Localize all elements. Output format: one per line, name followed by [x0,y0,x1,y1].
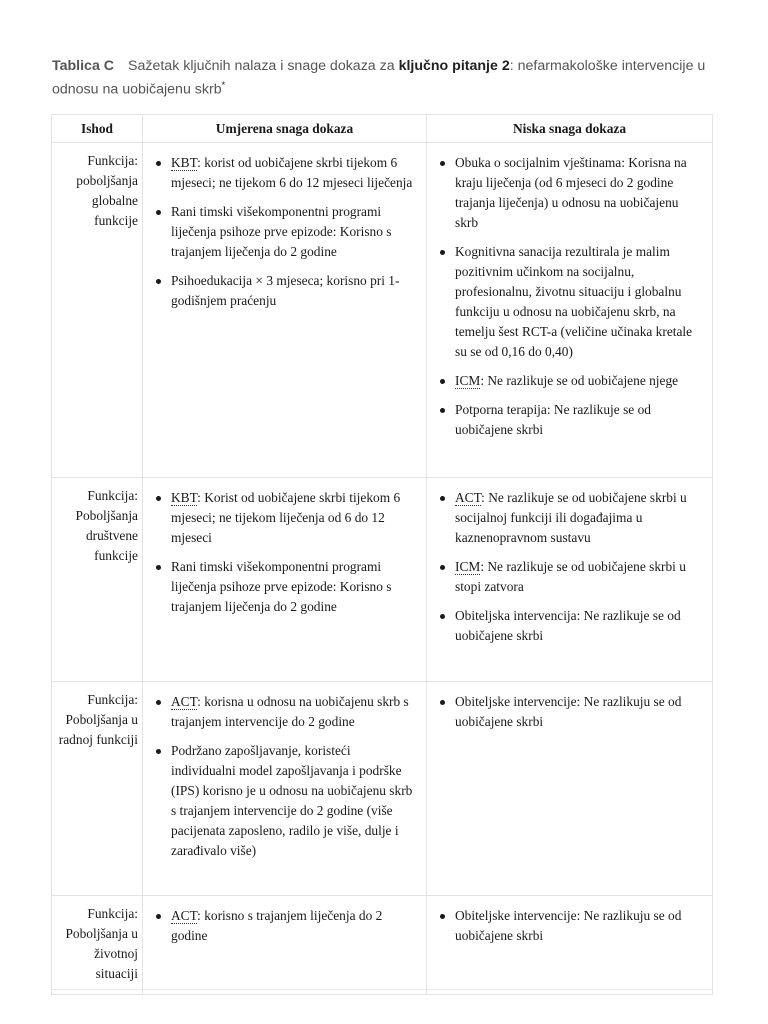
caption-text-before: Sažetak ključnih nalaza i snage dokaza za [128,58,399,74]
findings-table [51,114,713,995]
header-moderate-evidence: Umjerena snaga dokaza [143,115,427,143]
finding-text: Obiteljska intervencija: Ne razlikuje se od uobičajene skrbi [455,608,681,643]
table-label: Tablica C [52,58,115,74]
list-item [455,906,704,946]
outcome-line: globalne [91,193,138,208]
outcome-line: situaciji [95,966,138,981]
abbreviation[interactable]: KBT [171,490,198,505]
moderate-evidence-cell [143,896,427,995]
finding-text: : Ne razlikuje se od uobičajene skrbi u socijalnoj funkciji ili događajima u kaznenopravnom sustavu [455,490,687,545]
list-item [171,906,418,946]
list-item [171,692,418,732]
finding-text: Rani timski višekomponentni programi liječenja psihoze prve epizode: Korisno s trajanjem liječenja do 2 godine [171,204,392,259]
key-question-label: ključno pitanje 2 [398,58,510,74]
abbreviation[interactable]: KBT [171,155,198,170]
header-low-evidence: Niska snaga dokaza [427,115,713,143]
finding-text: Kognitivna sanacija rezultirala je malim pozitivnim učinkom na socijalnu, profesionalnu, životnu situaciju i globalnu funkciju u odnosu na uobičajenu skrb, na temelju šest RCT-a (veličine učinaka kretale su se od 0,16 do 0,40) [455,244,693,359]
list-item [455,488,704,548]
low-evidence-cell [427,143,713,478]
footer-divider [52,989,712,990]
table-row [52,896,713,995]
finding-text: : korisna u odnosu na uobičajenu skrb s trajanjem intervencije do 2 godine [171,694,409,729]
outcome-line: Funkcija: [87,906,138,921]
moderate-evidence-cell [143,682,427,896]
finding-text: Rani timski višekomponentni programi liječenja psihoze prve epizode: Korisno s trajanjem liječenja do 2 godine [171,559,392,614]
outcome-cell [52,896,143,995]
finding-text: Potporna terapija: Ne razlikuje se od uobičajene skrbi [455,402,651,437]
finding-text: Obiteljske intervencije: Ne razlikuju se od uobičajene skrbi [455,694,682,729]
outcome-line: funkcije [94,548,138,563]
list-item [171,741,418,861]
outcome-line: poboljšanja [76,173,138,188]
moderate-evidence-cell [143,478,427,682]
outcome-line: radnoj funkciji [58,732,138,747]
finding-text: : Ne razlikuje se od uobičajene skrbi u stopi zatvora [455,559,686,594]
list-item [455,371,704,391]
outcome-line: Funkcija: [87,488,138,503]
finding-text: Obuka o socijalnim vještinama: Korisna na kraju liječenja (od 6 mjeseci do 2 godine trajanja liječenja) u odnosu na uobičajenu skrb [455,155,687,230]
list-item [171,557,418,617]
low-evidence-cell [427,896,713,995]
outcome-line: Poboljšanja [75,508,138,523]
outcome-line: Poboljšanja u [65,926,138,941]
abbreviation[interactable]: ACT [171,694,198,709]
outcome-cell [52,143,143,478]
list-item [455,692,704,732]
finding-text: Psihoedukacija × 3 mjeseca; korisno pri 1-godišnjem praćenju [171,273,400,308]
abbreviation[interactable]: ICM [455,373,481,388]
finding-text: Obiteljske intervencije: Ne razlikuju se od uobičajene skrbi [455,908,682,943]
abbreviation[interactable]: ACT [455,490,482,505]
outcome-line: funkcije [94,213,138,228]
list-item [455,153,704,233]
outcome-line: Funkcija: [87,692,138,707]
table-row [52,682,713,896]
list-item [455,400,704,440]
moderate-evidence-cell [143,143,427,478]
abbreviation[interactable]: ACT [171,908,198,923]
footnote-marker: * [221,80,226,90]
list-item [171,153,418,193]
table-header-row [52,115,713,143]
outcome-cell [52,682,143,896]
list-item [455,242,704,362]
outcome-cell [52,478,143,682]
finding-text: : Korist od uobičajene skrbi tijekom 6 mjeseci; ne tijekom liječenja od 6 do 12 mjeseci [171,490,401,545]
outcome-line: Funkcija: [87,153,138,168]
finding-text: : korisno s trajanjem liječenja do 2 godine [171,908,383,943]
table-row [52,478,713,682]
finding-text: : korist od uobičajene skrbi tijekom 6 mjeseci; ne tijekom 6 do 12 mjeseci liječenja [171,155,413,190]
low-evidence-cell [427,682,713,896]
outcome-line: životnoj [94,946,138,961]
list-item [455,606,704,646]
list-item [171,271,418,311]
low-evidence-cell [427,478,713,682]
outcome-line: društvene [85,528,138,543]
finding-text: Podržano zapošljavanje, koristeći individualni model zapošljavanja i podrške (IPS) korisno je u odnosu na uobičajenu skrb s trajanjem intervencije do 2 godine (više pacijenata zaposleno, radilo je više, dulje i zarađivalo više) [171,743,413,858]
header-outcome: Ishod [52,115,143,143]
outcome-line: Poboljšanja u [65,712,138,727]
finding-text: : Ne razlikuje se od uobičajene njege [480,373,679,388]
caption-text-after: : nefarmakološke intervencije u odnosu na uobičajenu skrb [52,58,706,98]
list-item [455,557,704,597]
abbreviation[interactable]: ICM [455,559,481,574]
list-item [171,488,418,548]
table-row [52,143,713,478]
list-item [171,202,418,262]
table-caption [52,57,722,100]
